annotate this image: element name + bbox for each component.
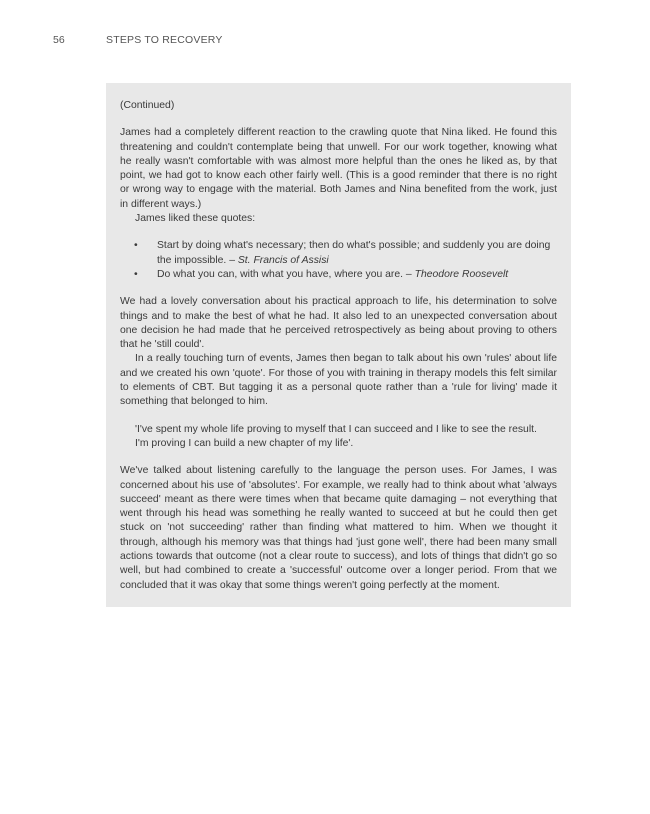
page-number: 56: [53, 34, 65, 46]
bullet-icon: •: [134, 240, 138, 252]
paragraph-1: James had a completely different reaction to the crawling quote that Nina liked. He found this threatening and couldn't contemplate being that unwell. For our work together, knowing what he really wasn't comfortable with was almost more helpful than the ones he liked as, by that point, we had got to know each other fairly well. (This is a good reminder that there is no right or wrong way to engage with the material. Both James and Nina benefited from the work, just in different ways.): [120, 127, 557, 210]
continued-label: (Continued): [120, 100, 175, 111]
list-item: [120, 239, 557, 268]
list-item: [120, 268, 557, 282]
paragraph-4: In a really touching turn of events, James then began to talk about his own 'rules' about life and we created his own 'quote'. For those of you with training in therapy models this felt similar to elements of CBT. But tagging it as a personal quote rather than a 'rule for living' made it something that belonged to him.: [120, 353, 557, 408]
quote-list: [120, 239, 557, 282]
paragraph-3: We had a lovely conversation about his practical approach to life, his determination to solve things and to make the best of what he had. It also led to an unexpected conversation about one decision he had made that he perceived retrospectively as being about proving to others that he 'still could'.: [120, 296, 557, 351]
paragraph-2: James liked these quotes:: [135, 213, 256, 225]
list-item-text: Do what you can, with what you have, where you are. –: [157, 268, 415, 280]
case-study-box: [106, 83, 571, 607]
list-item-source: St. Francis of Assisi: [237, 254, 329, 266]
bullet-icon: •: [134, 268, 138, 280]
running-head: STEPS TO RECOVERY: [106, 34, 223, 46]
list-item-text: Start by doing what's necessary; then do what's possible; and suddenly you are doing the impossible. –: [157, 240, 551, 266]
list-item-source: Theodore Roosevelt: [414, 268, 509, 280]
personal-quote: 'I've spent my whole life proving to myself that I can succeed and I like to see the result. I'm proving I can build a new chapter of my life'.: [135, 423, 537, 449]
page-header: [0, 34, 650, 48]
paragraph-5: We've talked about listening carefully to the language the person uses. For James, I was concerned about his use of 'absolutes'. For example, we really had to think about what 'always succeed' meant as there were times when that became quite damaging – not everything that went through his head was something he really wanted to succeed at but he could then get stuck on 'not succeeding' rather than finding what mattered to him. When we thought it through, although his memory was that things had 'just gone well', there had been many small actions towards that outcome (not a clear route to success), and lots of things that didn't go so well, but had combined to create a 'successful' outcome over a longer period. From that we concluded that it was okay that some things weren't going perfectly at the moment.: [120, 465, 557, 591]
